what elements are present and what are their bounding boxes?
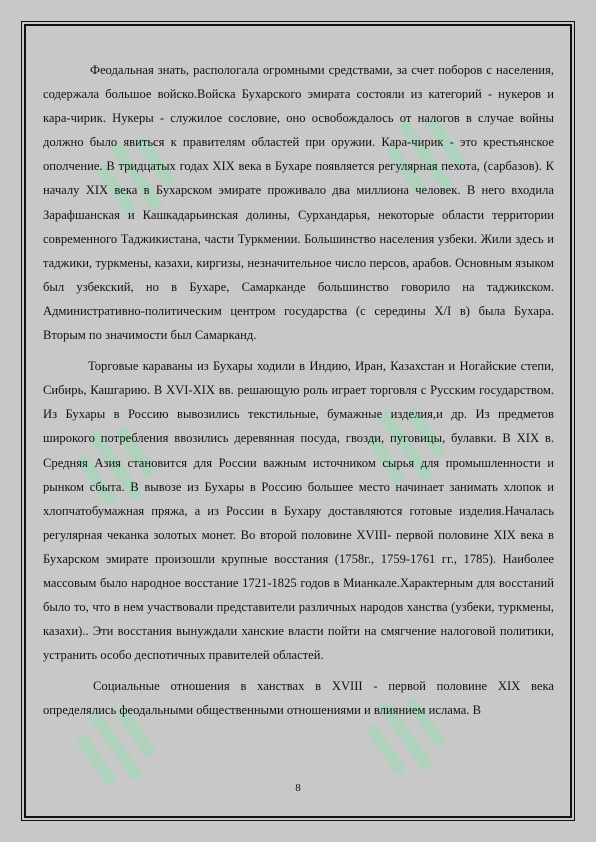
paragraph-trade-caravans: Торговые караваны из Бухары ходили в Индию, Иран, Казахстан и Ногайские степи, Сибирь, Кашгарию. В XVI-XIX вв. решающую роль играет торговля с Русским государством. Из Бухары в Россию вывозились текстильные, бумажные изделия,и др. Из предметов широкого потребления ввозились деревянная посуда, гвозди, пуговицы, булавки. В XIX в. Средняя Азия становится для России важным источником сырья для промышленности и рынком сбыта. В вывозе из Бухары в Россию большее место начинает занимать хлопок и хлопчатобумажная пряжа, а из России в Бухару доставляются готовые изделия.Началась регулярная чеканка золотых монет. Во второй половине XVIII- первой половине XIX века в Бухарском эмирате произошли крупные восстания (1758г., 1759-1761 гг., 1785). Наиболее массовым было народное восстание 1721-1825 годов в Мианкале.Характерным для восстаний было то, что в нем участвовали представители различных народов ханства (узбеки, туркмены, казахи).. Эти восстания вынуждали ханские власти пойти на смягчение налоговой политики, устранить особо деспотичных правителей областей. xyxy=(43,359,554,663)
body-text xyxy=(43,58,554,723)
page-number: 8 xyxy=(295,782,301,794)
paragraph-social-relations: Социальные отношения в ханствах в XVIII - первой половине XIX века определялись феодальными общественными отношениями и влиянием ислама. В xyxy=(43,679,554,718)
document-page xyxy=(24,24,572,818)
paragraph-feudal-nobility: Феодальная знать, распологала огромными средствами, за счет поборов с населения, содержала большое войско.Войска Бухарского эмирата состояли из категорий - нукеров и кара-чирик. Нукеры - служилое сословие, оно освобождалось от налогов в случае войны должно было явиться к правителям областей при оружии. Кара-чирик - это крестьянское ополчение. В тридцатых годах XIX века в Бухаре появляется регулярная пехота, (сарбазов). К началу XIX века в Бухарском эмирате проживало два миллиона человек. В него входила Зарафшанская и Кашкадарьинская долины, Сурхандарья, некоторые области территории современного Таджикистана, части Туркмении. Большинство населения узбеки. Жили здесь и таджики, туркмены, казахи, киргизы, незначительное число персов, арабов. Основным языком был узбекский, но в Бухаре, Самарканде большинство говорило на таджикском. Административно-политическим центром государства (с середины Х/I в) была Бухара. Вторым по значимости был Самарканд. xyxy=(43,63,554,343)
